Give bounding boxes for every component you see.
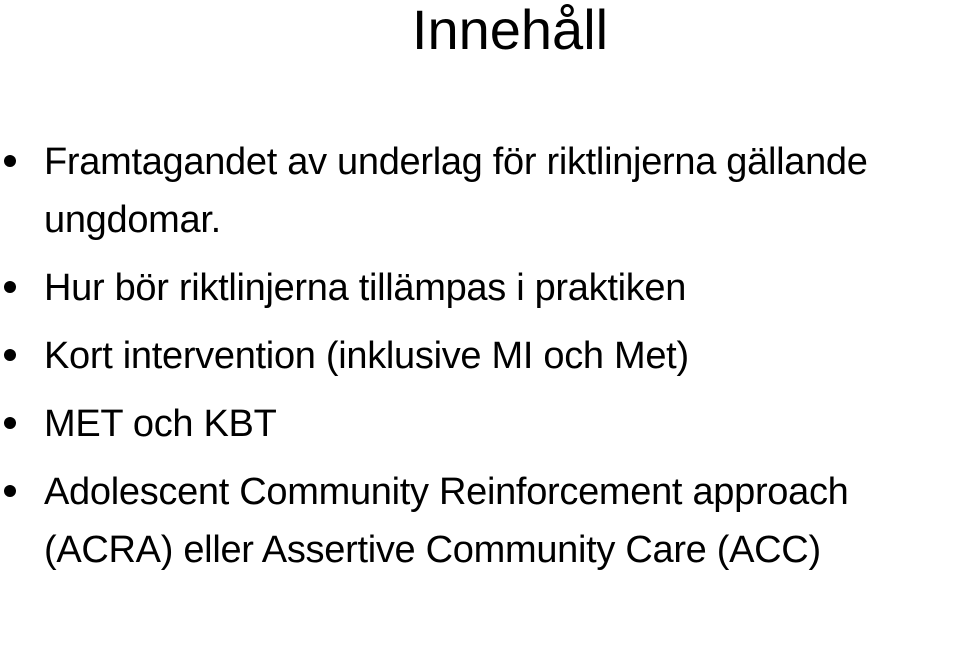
- bullet-dot-icon: [4, 485, 16, 497]
- bullet-text: Adolescent Community Reinforcement approach (ACRA) eller Assertive Community Care (ACC): [44, 471, 849, 571]
- bullet-item: [0, 463, 960, 579]
- bullet-item: [0, 327, 960, 385]
- bullet-item: [0, 259, 960, 317]
- bullet-item: [0, 395, 960, 453]
- bullet-item: [0, 133, 960, 249]
- bullet-dot-icon: [4, 417, 16, 429]
- slide-title: Innehåll: [411, 0, 609, 61]
- bullet-text: Kort intervention (inklusive MI och Met): [44, 335, 689, 377]
- bullet-dot-icon: [4, 349, 16, 361]
- bullet-list: [0, 133, 960, 589]
- bullet-text: Hur bör riktlinjerna tillämpas i praktiken: [44, 267, 687, 309]
- bullet-dot-icon: [4, 155, 16, 167]
- bullet-text: Framtagandet av underlag för riktlinjerna gällande ungdomar.: [44, 141, 868, 241]
- bullet-dot-icon: [4, 281, 16, 293]
- bullet-text: MET och KBT: [44, 403, 277, 445]
